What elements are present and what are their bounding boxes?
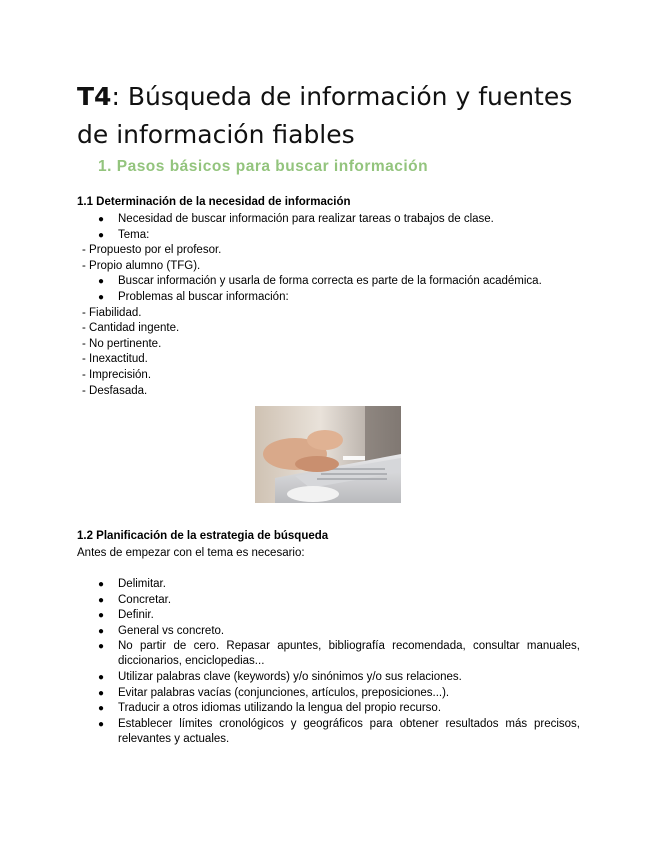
- laptop-illustration: [255, 406, 401, 503]
- s1-line-4: ● Buscar información y usarla de forma correcta es parte de la formación académica.: [98, 274, 542, 289]
- laptop-typing-photo: [255, 406, 401, 503]
- s1-line-8: - No pertinente.: [82, 338, 162, 350]
- title-code: T4: [77, 82, 112, 111]
- section2-intro: Antes de empezar con el tema es necesario:: [77, 547, 305, 559]
- page-title: [77, 78, 597, 154]
- s2-bullet-3: ● General vs concreto.: [98, 624, 224, 639]
- s1-line-11: - Desfasada.: [82, 385, 148, 397]
- s1-line-1: ● Tema:: [98, 228, 149, 243]
- s1-line-0: ● Necesidad de buscar información para realizar tareas o trabajos de clase.: [98, 212, 494, 227]
- s2-bullet-6: ● Evitar palabras vacías (conjunciones, artículos, preposiciones...).: [98, 686, 449, 701]
- title-text: : Búsqueda de información y fuentes de información fiables: [77, 82, 573, 149]
- s2-bullet-8: ● Establecer límites cronológicos y geográficos para obtener resultados más precisos, relevantes y actuales.: [98, 717, 580, 747]
- s1-line-2: - Propuesto por el profesor.: [82, 244, 222, 256]
- s1-line-3: - Propio alumno (TFG).: [82, 260, 201, 272]
- s1-line-6: - Fiabilidad.: [82, 307, 142, 319]
- s2-bullet-4: ● No partir de cero. Repasar apuntes, bibliografía recomendada, consultar manuales, diccionarios, enciclopedias...: [98, 639, 580, 669]
- s1-line-5: ● Problemas al buscar información:: [98, 290, 289, 305]
- s2-bullet-0: ● Delimitar.: [98, 577, 166, 592]
- s1-line-10: - Imprecisión.: [82, 369, 152, 381]
- section1-heading: 1.1 Determinación de la necesidad de información: [77, 196, 351, 208]
- s2-bullet-5: ● Utilizar palabras clave (keywords) y/o sinónimos y/o sus relaciones.: [98, 670, 462, 685]
- section-subtitle: 1. Pasos básicos para buscar información: [98, 158, 429, 175]
- s1-line-9: - Inexactitud.: [82, 353, 148, 365]
- section2-heading: 1.2 Planificación de la estrategia de búsqueda: [77, 530, 329, 542]
- s2-bullet-1: ● Concretar.: [98, 593, 171, 608]
- s1-line-7: - Cantidad ingente.: [82, 322, 180, 334]
- s2-bullet-7: ● Traducir a otros idiomas utilizando la lengua del propio recurso.: [98, 701, 441, 716]
- s2-bullet-2: ● Definir.: [98, 608, 154, 623]
